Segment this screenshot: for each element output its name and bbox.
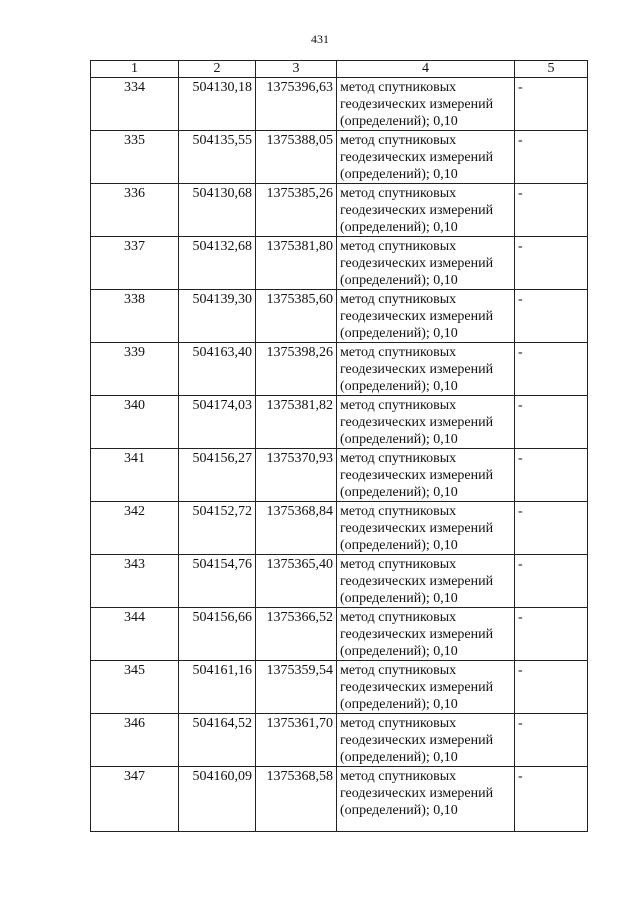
- x-coordinate-cell: 504130,68: [179, 184, 256, 237]
- column-header: 4: [337, 61, 515, 78]
- x-coordinate-cell: 504130,18: [179, 78, 256, 131]
- extra-cell: -: [515, 237, 588, 290]
- column-header: 1: [91, 61, 179, 78]
- method-cell: метод спутниковых геодезических измерений (определений); 0,10: [337, 555, 515, 608]
- x-coordinate-cell: 504161,16: [179, 661, 256, 714]
- extra-cell: -: [515, 396, 588, 449]
- method-cell: метод спутниковых геодезических измерений (определений); 0,10: [337, 290, 515, 343]
- table-header-row: [91, 61, 588, 78]
- table-row: [91, 343, 588, 396]
- table-row: [91, 714, 588, 767]
- method-cell: метод спутниковых геодезических измерений (определений); 0,10: [337, 237, 515, 290]
- point-number-cell: 344: [91, 608, 179, 661]
- table-row: [91, 131, 588, 184]
- point-number-cell: 335: [91, 131, 179, 184]
- y-coordinate-cell: 1375381,82: [256, 396, 337, 449]
- method-cell: метод спутниковых геодезических измерений (определений); 0,10: [337, 714, 515, 767]
- y-coordinate-cell: 1375385,60: [256, 290, 337, 343]
- x-coordinate-cell: 504164,52: [179, 714, 256, 767]
- method-cell: метод спутниковых геодезических измерений (определений); 0,10: [337, 184, 515, 237]
- point-number-cell: 343: [91, 555, 179, 608]
- x-coordinate-cell: 504139,30: [179, 290, 256, 343]
- method-cell: метод спутниковых геодезических измерений (определений); 0,10: [337, 131, 515, 184]
- table-row: [91, 184, 588, 237]
- table-row: [91, 661, 588, 714]
- x-coordinate-cell: 504152,72: [179, 502, 256, 555]
- extra-cell: -: [515, 767, 588, 832]
- x-coordinate-cell: 504135,55: [179, 131, 256, 184]
- extra-cell: -: [515, 502, 588, 555]
- table-row: [91, 502, 588, 555]
- coordinates-table: [90, 60, 588, 832]
- table-row: [91, 767, 588, 832]
- x-coordinate-cell: 504163,40: [179, 343, 256, 396]
- extra-cell: -: [515, 661, 588, 714]
- method-cell: метод спутниковых геодезических измерений (определений); 0,10: [337, 502, 515, 555]
- point-number-cell: 347: [91, 767, 179, 832]
- y-coordinate-cell: 1375365,40: [256, 555, 337, 608]
- y-coordinate-cell: 1375368,84: [256, 502, 337, 555]
- method-cell: метод спутниковых геодезических измерений (определений); 0,10: [337, 396, 515, 449]
- x-coordinate-cell: 504160,09: [179, 767, 256, 832]
- method-cell: метод спутниковых геодезических измерений (определений); 0,10: [337, 767, 515, 832]
- y-coordinate-cell: 1375396,63: [256, 78, 337, 131]
- method-cell: метод спутниковых геодезических измерений (определений); 0,10: [337, 608, 515, 661]
- y-coordinate-cell: 1375366,52: [256, 608, 337, 661]
- point-number-cell: 338: [91, 290, 179, 343]
- page-number: 431: [311, 32, 329, 46]
- extra-cell: -: [515, 78, 588, 131]
- x-coordinate-cell: 504154,76: [179, 555, 256, 608]
- column-header: 5: [515, 61, 588, 78]
- method-cell: метод спутниковых геодезических измерений (определений); 0,10: [337, 449, 515, 502]
- y-coordinate-cell: 1375359,54: [256, 661, 337, 714]
- y-coordinate-cell: 1375370,93: [256, 449, 337, 502]
- method-cell: метод спутниковых геодезических измерений (определений); 0,10: [337, 661, 515, 714]
- extra-cell: -: [515, 131, 588, 184]
- table-row: [91, 608, 588, 661]
- point-number-cell: 340: [91, 396, 179, 449]
- x-coordinate-cell: 504156,66: [179, 608, 256, 661]
- y-coordinate-cell: 1375368,58: [256, 767, 337, 832]
- method-cell: метод спутниковых геодезических измерений (определений); 0,10: [337, 78, 515, 131]
- y-coordinate-cell: 1375381,80: [256, 237, 337, 290]
- y-coordinate-cell: 1375385,26: [256, 184, 337, 237]
- x-coordinate-cell: 504156,27: [179, 449, 256, 502]
- table-row: [91, 290, 588, 343]
- point-number-cell: 346: [91, 714, 179, 767]
- table-row: [91, 237, 588, 290]
- point-number-cell: 345: [91, 661, 179, 714]
- extra-cell: -: [515, 608, 588, 661]
- x-coordinate-cell: 504132,68: [179, 237, 256, 290]
- point-number-cell: 337: [91, 237, 179, 290]
- table-row: [91, 555, 588, 608]
- extra-cell: -: [515, 184, 588, 237]
- y-coordinate-cell: 1375361,70: [256, 714, 337, 767]
- y-coordinate-cell: 1375388,05: [256, 131, 337, 184]
- extra-cell: -: [515, 290, 588, 343]
- column-header: 3: [256, 61, 337, 78]
- table-row: [91, 449, 588, 502]
- table-row: [91, 78, 588, 131]
- column-header: 2: [179, 61, 256, 78]
- table-row: [91, 396, 588, 449]
- extra-cell: -: [515, 555, 588, 608]
- point-number-cell: 339: [91, 343, 179, 396]
- extra-cell: -: [515, 714, 588, 767]
- method-cell: метод спутниковых геодезических измерений (определений); 0,10: [337, 343, 515, 396]
- point-number-cell: 342: [91, 502, 179, 555]
- x-coordinate-cell: 504174,03: [179, 396, 256, 449]
- point-number-cell: 336: [91, 184, 179, 237]
- point-number-cell: 334: [91, 78, 179, 131]
- extra-cell: -: [515, 449, 588, 502]
- point-number-cell: 341: [91, 449, 179, 502]
- extra-cell: -: [515, 343, 588, 396]
- y-coordinate-cell: 1375398,26: [256, 343, 337, 396]
